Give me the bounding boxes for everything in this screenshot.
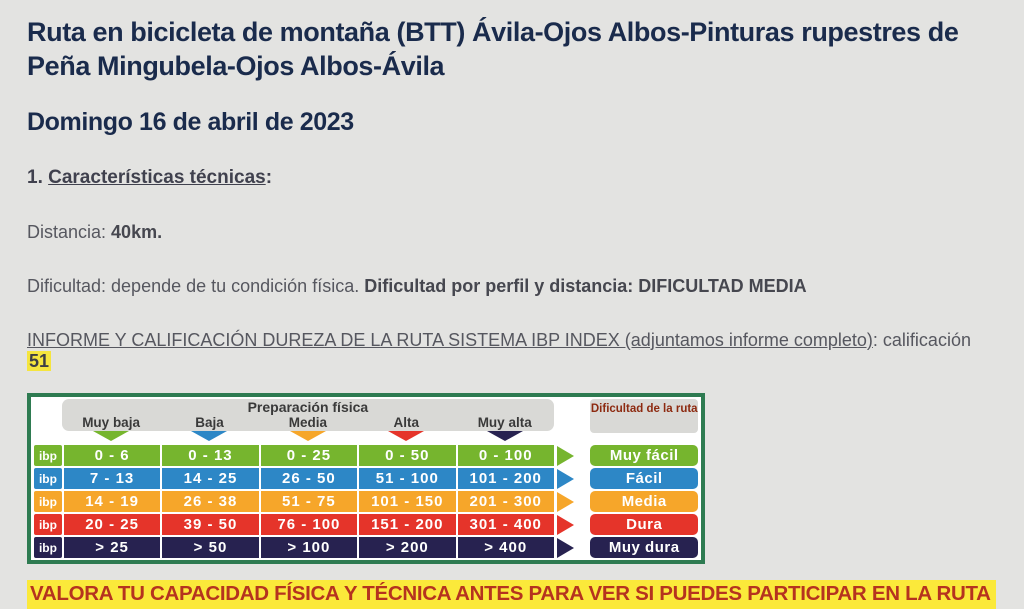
- range-cell: 201 - 300: [458, 491, 554, 512]
- column-label: Muy alta: [477, 415, 532, 430]
- range-cell: 0 - 13: [162, 445, 258, 466]
- difficulty-cell: Muy fácil: [590, 445, 698, 466]
- range-cell: > 50: [162, 537, 258, 558]
- range-cell: > 200: [359, 537, 455, 558]
- distance-value: 40km.: [111, 222, 163, 242]
- ibp-label: ibp: [34, 514, 62, 535]
- triangle-down-icon: [93, 431, 129, 441]
- range-cell: 0 - 50: [359, 445, 455, 466]
- range-cell: 101 - 200: [458, 468, 554, 489]
- distance-label: Distancia:: [27, 222, 112, 242]
- range-cell: 301 - 400: [458, 514, 554, 535]
- column-label: Muy baja: [82, 415, 140, 430]
- column-label: Baja: [195, 415, 224, 430]
- range-cell: 51 - 100: [359, 468, 455, 489]
- difficulty-text: Dificultad: depende de tu condición física.: [27, 276, 365, 296]
- ibp-table-header: [34, 399, 698, 443]
- arrow-right-icon: [557, 469, 574, 489]
- triangle-down-icon: [191, 431, 227, 441]
- range-cell: 26 - 50: [261, 468, 357, 489]
- ibp-table-row: [34, 468, 698, 489]
- column-media: [259, 415, 357, 430]
- ibp-label: ibp: [34, 445, 62, 466]
- ibp-report-line: [27, 330, 997, 372]
- range-cell: 151 - 200: [359, 514, 455, 535]
- fitness-header-box: [62, 399, 554, 431]
- triangle-down-icon: [487, 431, 523, 441]
- arrow-right-icon: [557, 492, 574, 512]
- arrow-cell: [554, 514, 591, 535]
- section-number: 1.: [27, 167, 49, 188]
- column-label: Media: [288, 415, 328, 430]
- difficulty-bold: Dificultad por perfil y distancia: DIFICULTAD MEDIA: [364, 276, 807, 296]
- column-muy-alta: [456, 415, 554, 430]
- range-cell: 0 - 25: [261, 445, 357, 466]
- fitness-columns: [62, 415, 554, 430]
- header-spacer: [34, 399, 62, 443]
- difficulty-cell: Muy dura: [590, 537, 698, 558]
- section-heading: [27, 167, 997, 189]
- ibp-label: ibp: [34, 468, 62, 489]
- header-spacer: [554, 399, 591, 443]
- page-title: Ruta en bicicleta de montaña (BTT) Ávila-Ojos Albos-Pinturas rupestres de Peña Mingubela-Ojos Albos-Ávila: [27, 17, 959, 81]
- range-cell: 26 - 38: [162, 491, 258, 512]
- column-alta: [357, 415, 455, 430]
- fitness-header-title: Preparación física: [247, 399, 369, 415]
- range-cell: 20 - 25: [64, 514, 160, 535]
- ibp-label: ibp: [34, 537, 62, 558]
- arrow-cell: [554, 468, 591, 489]
- arrow-cell: [554, 537, 591, 558]
- range-cell: 14 - 19: [64, 491, 160, 512]
- warning-banner: VALORA TU CAPACIDAD FÍSICA Y TÉCNICA ANTES PARA VER SI PUEDES PARTICIPAR EN LA RUTA: [27, 580, 996, 609]
- arrow-right-icon: [557, 538, 574, 558]
- ibp-table-row: [34, 445, 698, 466]
- arrow-right-icon: [557, 446, 574, 466]
- ibp-table-row: [34, 537, 698, 558]
- difficulty-cell: Media: [590, 491, 698, 512]
- distance-line: [27, 222, 997, 243]
- range-cell: 7 - 13: [64, 468, 160, 489]
- date-heading: Domingo 16 de abril de 2023: [27, 108, 354, 136]
- arrow-cell: [554, 491, 591, 512]
- range-cell: > 25: [64, 537, 160, 558]
- range-cell: 51 - 75: [261, 491, 357, 512]
- column-baja: [160, 415, 258, 430]
- column-label: Alta: [393, 415, 420, 430]
- range-cell: 39 - 50: [162, 514, 258, 535]
- triangle-down-icon: [388, 431, 424, 441]
- section-title: Características técnicas: [48, 167, 266, 188]
- ibp-after-text: : calificación: [872, 330, 971, 350]
- ibp-score-highlight: 51: [29, 351, 50, 371]
- column-muy-baja: [62, 415, 160, 430]
- range-cell: > 400: [458, 537, 554, 558]
- difficulty-line: [27, 276, 997, 297]
- range-cell: 76 - 100: [261, 514, 357, 535]
- difficulty-cell: Dura: [590, 514, 698, 535]
- difficulty-cell: Fácil: [590, 468, 698, 489]
- ibp-table-row: [34, 491, 698, 512]
- ibp-index-table: [27, 393, 705, 564]
- section-colon: :: [265, 167, 273, 188]
- arrow-cell: [554, 445, 591, 466]
- difficulty-header-box: Dificultad de la ruta: [590, 399, 698, 433]
- range-cell: 0 - 6: [64, 445, 160, 466]
- ibp-table-row: [34, 514, 698, 535]
- range-cell: 14 - 25: [162, 468, 258, 489]
- triangle-down-icon: [290, 431, 326, 441]
- ibp-label: ibp: [34, 491, 62, 512]
- range-cell: 101 - 150: [359, 491, 455, 512]
- ibp-report-link[interactable]: INFORME Y CALIFICACIÓN DUREZA DE LA RUTA SISTEMA IBP INDEX (adjuntamos informe completo): [27, 330, 873, 350]
- range-cell: > 100: [261, 537, 357, 558]
- arrow-right-icon: [557, 515, 574, 535]
- range-cell: 0 - 100: [458, 445, 554, 466]
